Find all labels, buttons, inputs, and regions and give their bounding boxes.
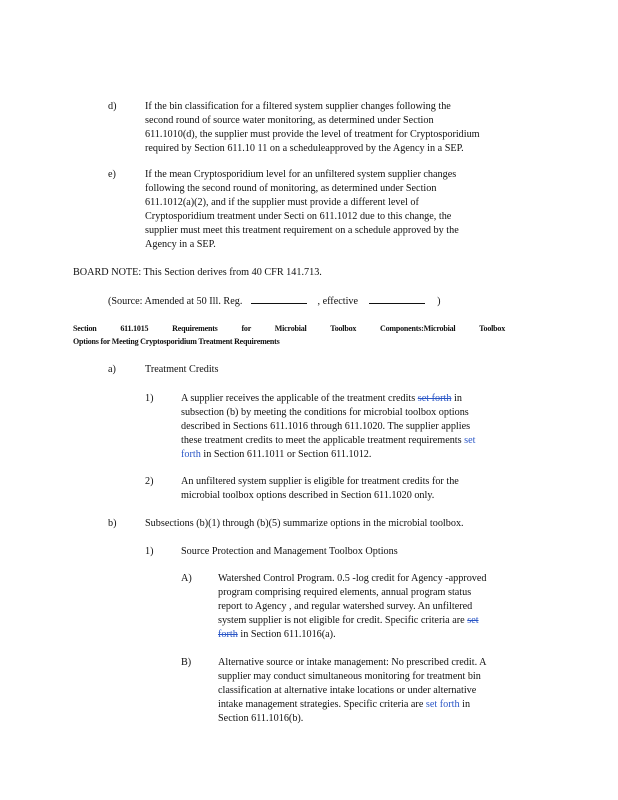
item-b1A-label: A) bbox=[181, 573, 192, 584]
item-b1-title: Source Protection and Management Toolbox Options bbox=[181, 546, 398, 557]
item-b1B-line: supplier may conduct simultaneous monitoring for treatment bin bbox=[218, 671, 481, 682]
inserted-text: set bbox=[464, 435, 476, 446]
item-b1B-line: classification at alternative intake locations or under alternative bbox=[218, 685, 477, 696]
source-blank-reg bbox=[251, 293, 307, 304]
item-d-line: If the bin classification for a filtered system supplier changes following the bbox=[145, 101, 451, 112]
inserted-text: forth bbox=[181, 449, 201, 460]
deleted-text: set forth bbox=[417, 393, 452, 404]
item-e-line: 611.1012(a)(2), and if the supplier must provide a different level of bbox=[145, 197, 419, 208]
text-run: system supplier is not eligible for credit. Specific criteria are bbox=[218, 615, 465, 626]
item-b1A-line: report to Agency , and regular watershed survey. An unfiltered bbox=[218, 601, 473, 612]
item-b1B-line: Alternative source or intake management: No prescribed credit. A bbox=[218, 657, 487, 668]
text-run: in bbox=[453, 393, 462, 404]
item-b1B-line: Section 611.1016(b). bbox=[218, 713, 304, 724]
item-e-line: following the second round of monitoring, as determined under Section bbox=[145, 183, 437, 194]
source-prefix: (Source: Amended at 50 Ill. Reg. bbox=[108, 296, 243, 307]
item-a1-line: subsection (b) by meeting the conditions for microbial toolbox options bbox=[181, 407, 469, 418]
item-a-title: Treatment Credits bbox=[145, 364, 219, 375]
item-d-text bbox=[145, 100, 505, 156]
item-d-line: required by Section 611.10 11 on a scheduleapproved by the Agency in a SEP. bbox=[145, 143, 464, 154]
text-run: A supplier receives the applicable of the treatment credits bbox=[181, 393, 416, 404]
item-b1A-line: program comprising required elements, annual program status bbox=[218, 587, 472, 598]
item-b1A-line bbox=[218, 628, 525, 642]
item-a1-text bbox=[181, 392, 526, 462]
item-e-label: e) bbox=[108, 169, 116, 180]
inserted-text: set forth bbox=[425, 699, 460, 710]
item-b1-label: 1) bbox=[145, 546, 154, 557]
item-a1-line bbox=[181, 448, 526, 462]
board-note: BOARD NOTE: This Section derives from 40 CFR 141.713. bbox=[73, 267, 322, 278]
item-a2-label: 2) bbox=[145, 476, 154, 487]
text-run: intake management strategies. Specific criteria are bbox=[218, 699, 424, 710]
item-e-text bbox=[145, 168, 505, 252]
deleted-text: forth bbox=[218, 629, 238, 640]
item-a1-line: described in Sections 611.1016 through 611.1020. The supplier applies bbox=[181, 421, 471, 432]
text-run: in bbox=[462, 699, 471, 710]
item-b1B-text bbox=[218, 656, 543, 726]
item-b1B-line bbox=[218, 698, 543, 712]
item-e-line: If the mean Cryptosporidium level for an unfiltered system supplier changes bbox=[145, 169, 457, 180]
source-blank-date bbox=[369, 293, 425, 304]
text-run: these treatment credits to meet the applicable treatment requirements bbox=[181, 435, 462, 446]
item-e-line: supplier must meet this treatment requirement on a schedule approved by the bbox=[145, 225, 459, 236]
source-effective: , effective bbox=[317, 296, 359, 307]
section-heading-line-1: Section 611.1015 Requirements for Microbial Toolbox Components:Microbial Toolbox bbox=[73, 324, 505, 333]
item-a1-line bbox=[181, 434, 526, 448]
item-e-line: Agency in a SEP. bbox=[145, 239, 216, 250]
section-heading-line-2: Options for Meeting Cryptosporidium Treatment Requirements bbox=[73, 337, 280, 346]
text-run: in Section 611.1016(a). bbox=[240, 629, 336, 640]
item-b-label: b) bbox=[108, 518, 117, 529]
item-a-label: a) bbox=[108, 364, 116, 375]
item-d-line: 611.1010(d), the supplier must provide the level of treatment for Cryptosporidium bbox=[145, 129, 480, 140]
source-note bbox=[108, 293, 441, 309]
item-a1-line bbox=[181, 392, 526, 406]
item-b1A-text bbox=[218, 572, 525, 642]
item-d-line: second round of source water monitoring, as determined under Section bbox=[145, 115, 434, 126]
item-d-label: d) bbox=[108, 101, 117, 112]
item-a2-line: microbial toolbox options described in Section 611.1020 only. bbox=[181, 490, 435, 501]
item-a2-line: An unfiltered system supplier is eligible for treatment credits for the bbox=[181, 476, 459, 487]
source-close: ) bbox=[437, 296, 441, 307]
text-run: in Section 611.1011 or Section 611.1012. bbox=[203, 449, 372, 460]
item-b1A-line: Watershed Control Program. 0.5 -log credit for Agency -approved bbox=[218, 573, 487, 584]
item-a1-label: 1) bbox=[145, 393, 154, 404]
item-b1A-line bbox=[218, 614, 525, 628]
item-b-text: Subsections (b)(1) through (b)(5) summarize options in the microbial toolbox. bbox=[145, 518, 464, 529]
deleted-text: set bbox=[467, 615, 479, 626]
item-e-line: Cryptosporidium treatment under Secti on 611.1012 due to this change, the bbox=[145, 211, 452, 222]
item-b1B-label: B) bbox=[181, 657, 192, 668]
item-a2-text bbox=[181, 475, 511, 503]
